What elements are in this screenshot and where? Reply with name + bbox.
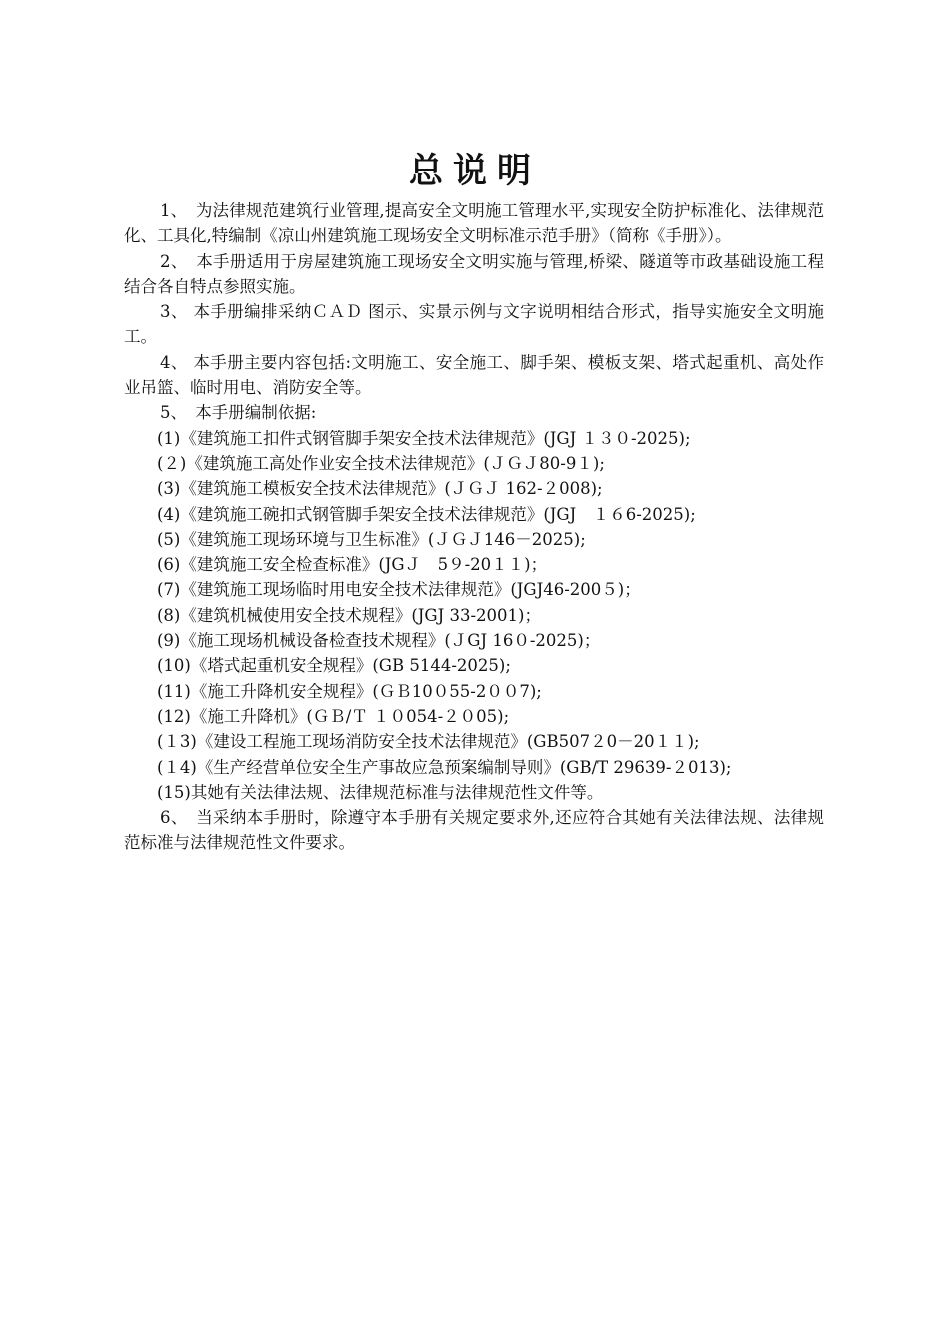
reference-item: (9)《施工现场机械设备检查技术规程》(ＪGJ 16０-2025)； (157, 631, 601, 651)
paragraph-2: 2、 本手册适用于房屋建筑施工现场安全文明实施与管理,桥梁、隧道等市政基础设施工程结合各自特点参照实施。 (124, 251, 824, 296)
reference-item: (4)《建筑施工碗扣式钢管脚手架安全技术法律规范》(JGJ １６6-2025); (157, 504, 696, 524)
reference-item: (１4)《生产经营单位安全生产事故应急预案编制导则》(GB/T 29639-２013); (157, 757, 732, 777)
reference-item: (２)《建筑施工高处作业安全技术法律规范》(ＪＧＪ80-9１); (157, 453, 605, 473)
paragraph-1: 1、 为法律规范建筑行业管理,提高安全文明施工管理水平,实现安全防护标准化、法律规范化、工具化,特编制《凉山州建筑施工现场安全文明标准示范手册》（简称《手册》）。 (124, 201, 824, 246)
reference-item: (12)《施工升降机》(ＧＢ/Ｔ １０054-２０05); (157, 706, 510, 726)
paragraph-3: 3、 本手册编排采纳ＣＡＤ 图示、实景示例与文字说明相结合形式，指导实施安全文明施工。 (124, 302, 824, 347)
paragraph-4: 4、 本手册主要内容包括:文明施工、安全施工、脚手架、模板支架、塔式起重机、高处作业吊篮、临时用电、消防安全等。 (124, 352, 824, 398)
reference-item: (15)其她有关法律法规、法律规范标准与法律规范性文件等。 (157, 782, 604, 802)
reference-list (124, 426, 824, 805)
paragraph-5: 5、 本手册编制依据: (160, 403, 317, 423)
reference-item: (11)《施工升降机安全规程》(ＧＢ10０55-2００7); (157, 681, 542, 701)
reference-item: (1)《建筑施工扣件式钢管脚手架安全技术法律规范》(JGJ １３０-2025); (157, 428, 691, 448)
reference-item: (6)《建筑施工安全检查标准》(JGＪ 5９-20１１)； (157, 555, 548, 575)
reference-item: (3)《建筑施工模板安全技术法律规范》(ＪＧＪ 162-２008); (157, 479, 603, 499)
paragraph-6: 6、 当采纳本手册时，除遵守本手册有关规定要求外,还应符合其她有关法律法规、法律规范标准与法律规范性文件要求。 (124, 808, 824, 853)
reference-item: (7)《建筑施工现场临时用电安全技术法律规范》(JGJ46-200５)； (157, 580, 641, 600)
document-body (124, 198, 824, 856)
reference-item: (5)《建筑施工现场环境与卫生标准》(ＪＧＪ146－2025); (157, 529, 586, 549)
reference-item: (１3)《建设工程施工现场消防安全技术法律规范》(GB507２0－20１１); (157, 732, 700, 752)
reference-item: (10)《塔式起重机安全规程》(GB 5144-2025); (157, 656, 511, 676)
reference-item: (8)《建筑机械使用安全技术规程》(JGJ 33-2001)； (157, 605, 541, 625)
page-title: 总说明 (409, 151, 541, 191)
